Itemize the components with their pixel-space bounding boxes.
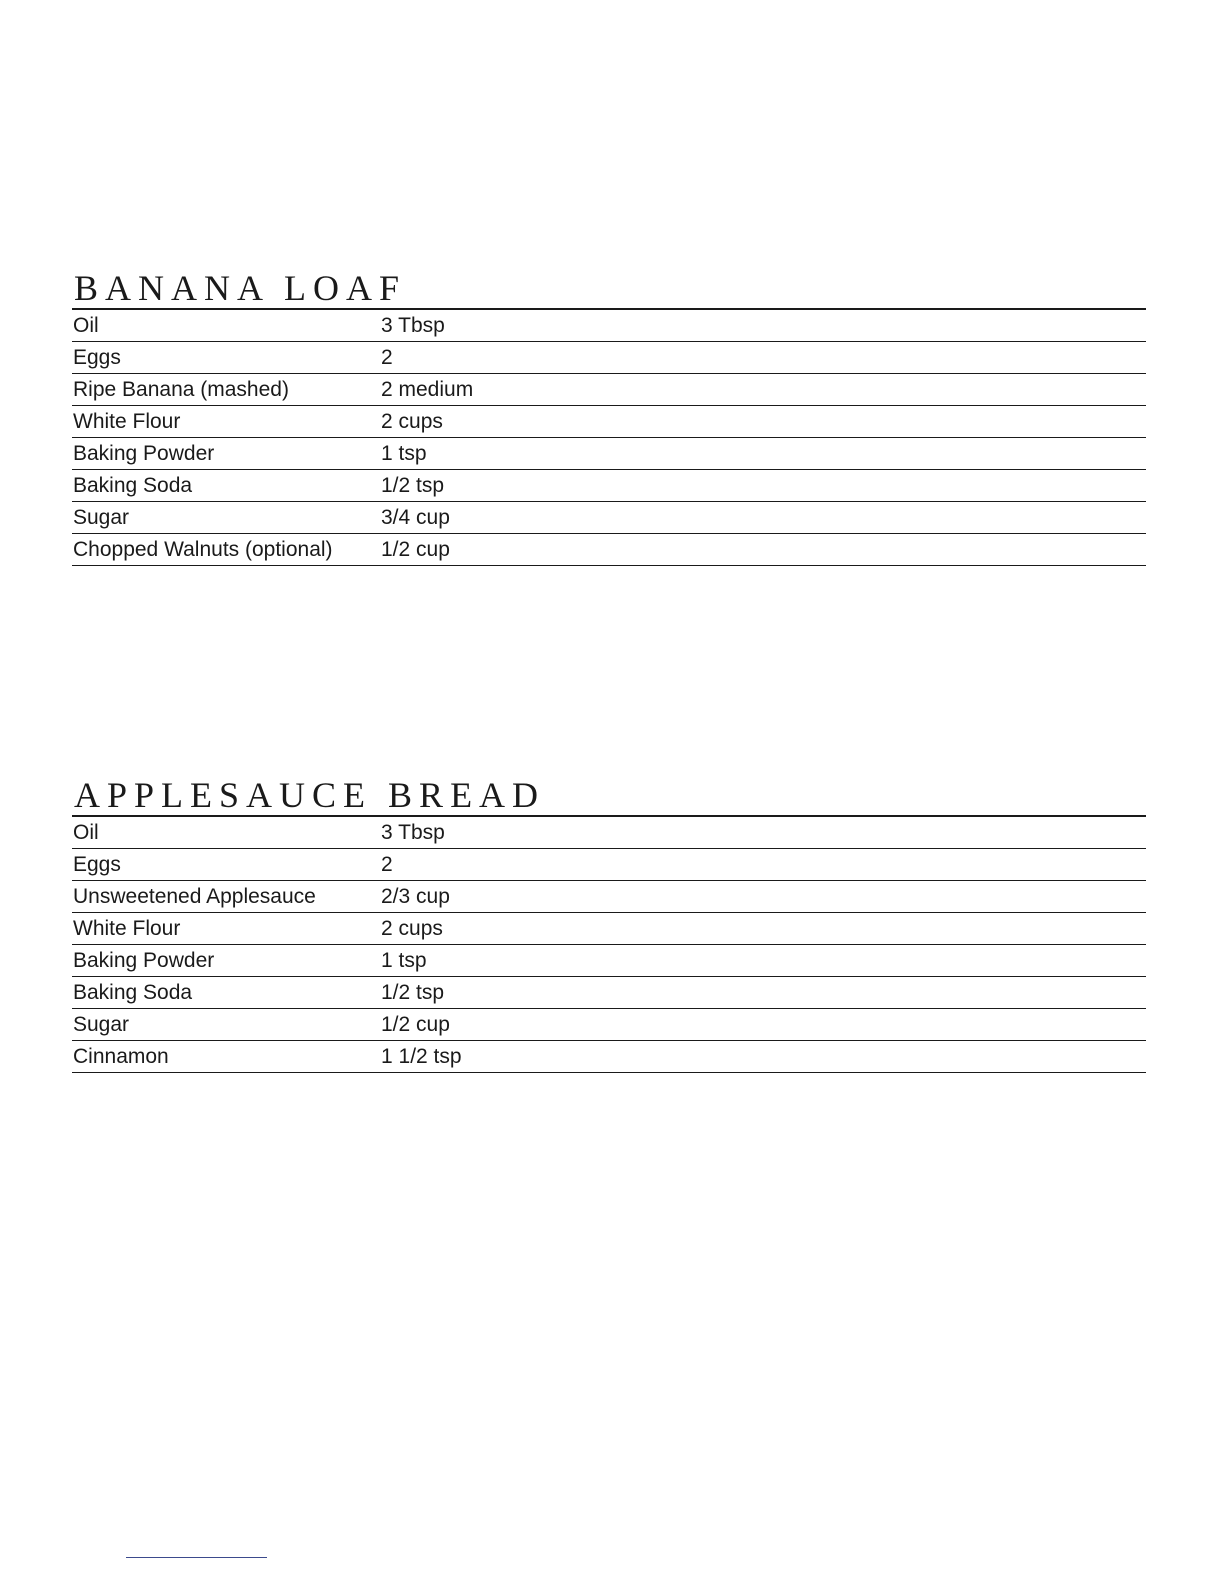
table-row bbox=[72, 977, 1146, 1009]
ingredient-amount: 1/2 cup bbox=[380, 534, 1146, 566]
ingredient-name: Baking Soda bbox=[72, 470, 380, 502]
ingredient-name: Oil bbox=[72, 310, 380, 342]
ingredient-amount: 2 medium bbox=[380, 374, 1146, 406]
table-row bbox=[72, 817, 1146, 849]
ingredient-amount: 1 tsp bbox=[380, 438, 1146, 470]
ingredient-amount: 1/2 tsp bbox=[380, 470, 1146, 502]
table-row bbox=[72, 913, 1146, 945]
recipe-applesauce-bread bbox=[72, 777, 1146, 1073]
ingredient-amount: 2 bbox=[380, 342, 1146, 374]
footer-rule bbox=[126, 1557, 267, 1558]
recipe-title: BANANA LOAF bbox=[72, 270, 1146, 310]
table-row bbox=[72, 502, 1146, 534]
ingredient-amount: 2 cups bbox=[380, 406, 1146, 438]
ingredient-name: Eggs bbox=[72, 849, 380, 881]
ingredient-name: Eggs bbox=[72, 342, 380, 374]
ingredient-name: Oil bbox=[72, 817, 380, 849]
ingredient-amount: 1/2 tsp bbox=[380, 977, 1146, 1009]
ingredient-amount: 3 Tbsp bbox=[380, 310, 1146, 342]
ingredient-name: Ripe Banana (mashed) bbox=[72, 374, 380, 406]
recipe-banana-loaf bbox=[72, 270, 1146, 566]
table-row bbox=[72, 945, 1146, 977]
ingredient-table bbox=[72, 310, 1146, 566]
table-row bbox=[72, 470, 1146, 502]
table-row bbox=[72, 374, 1146, 406]
table-row bbox=[72, 310, 1146, 342]
table-row bbox=[72, 881, 1146, 913]
table-row bbox=[72, 342, 1146, 374]
ingredient-table bbox=[72, 817, 1146, 1073]
ingredient-amount: 1/2 cup bbox=[380, 1009, 1146, 1041]
ingredient-name: Sugar bbox=[72, 1009, 380, 1041]
ingredient-name: Baking Powder bbox=[72, 438, 380, 470]
table-row bbox=[72, 1009, 1146, 1041]
table-row bbox=[72, 438, 1146, 470]
recipe-title: APPLESAUCE BREAD bbox=[72, 777, 1146, 817]
ingredient-name: White Flour bbox=[72, 913, 380, 945]
ingredient-amount: 3/4 cup bbox=[380, 502, 1146, 534]
ingredient-name: White Flour bbox=[72, 406, 380, 438]
table-row bbox=[72, 849, 1146, 881]
ingredient-amount: 2 bbox=[380, 849, 1146, 881]
ingredient-name: Baking Soda bbox=[72, 977, 380, 1009]
ingredient-name: Cinnamon bbox=[72, 1041, 380, 1073]
ingredient-amount: 1 tsp bbox=[380, 945, 1146, 977]
ingredient-name: Chopped Walnuts (optional) bbox=[72, 534, 380, 566]
ingredient-amount: 2/3 cup bbox=[380, 881, 1146, 913]
ingredient-amount: 3 Tbsp bbox=[380, 817, 1146, 849]
ingredient-name: Baking Powder bbox=[72, 945, 380, 977]
ingredient-name: Sugar bbox=[72, 502, 380, 534]
table-row bbox=[72, 1041, 1146, 1073]
ingredient-amount: 2 cups bbox=[380, 913, 1146, 945]
table-row bbox=[72, 534, 1146, 566]
ingredient-name: Unsweetened Applesauce bbox=[72, 881, 380, 913]
ingredient-amount: 1 1/2 tsp bbox=[380, 1041, 1146, 1073]
table-row bbox=[72, 406, 1146, 438]
